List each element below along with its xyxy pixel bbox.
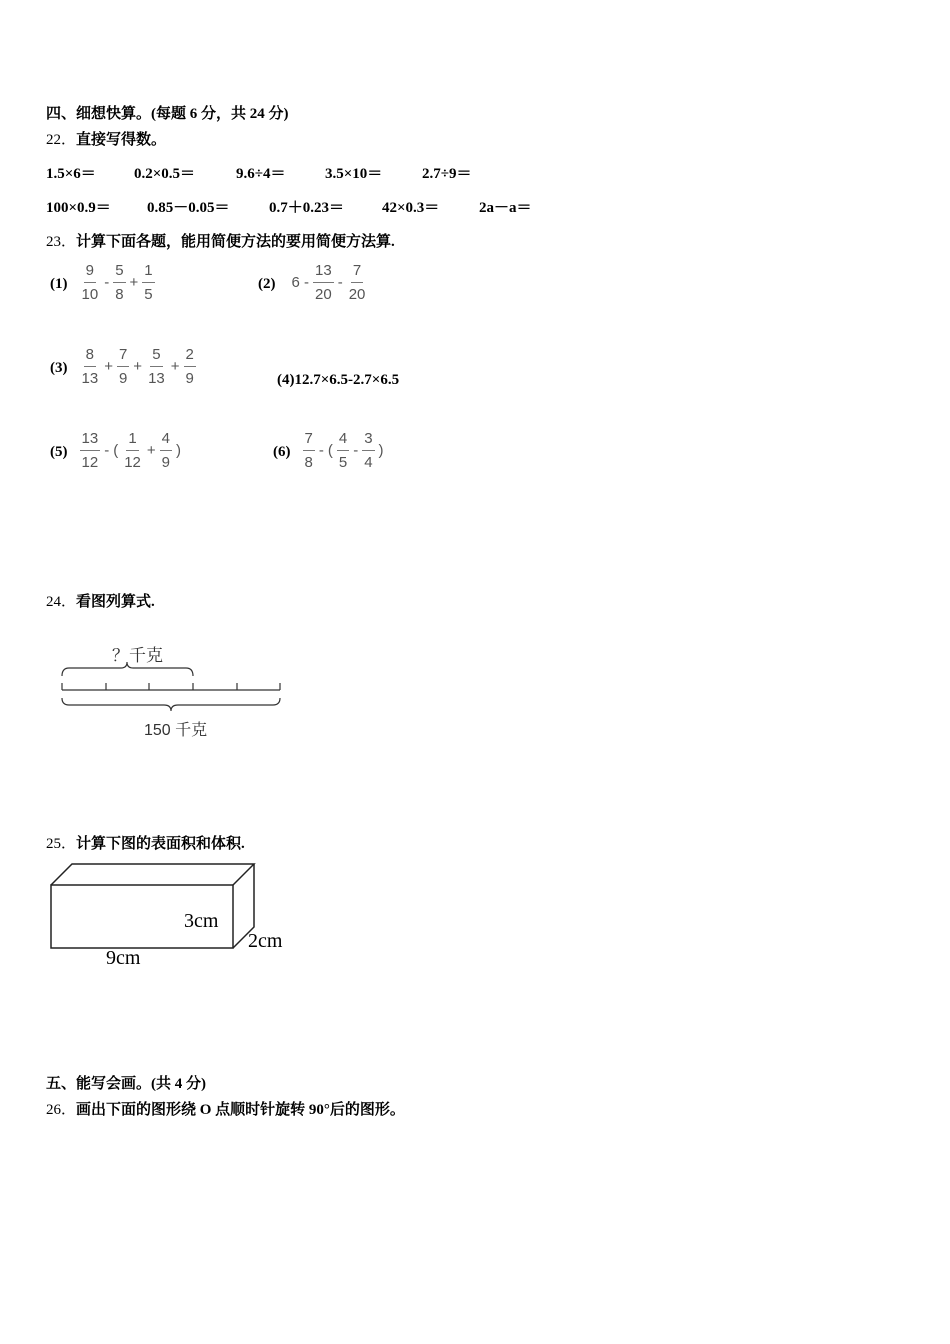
problem-2 — [258, 262, 369, 303]
question-text: 计算下图的表面积和体积. — [76, 836, 245, 852]
question-text: 画出下面的图形绕 O 点顺时针旋转 90°后的图形。 — [76, 1102, 405, 1118]
operator: - — [104, 442, 110, 459]
fraction: $\frac{1}{5}$ — [144, 262, 153, 303]
calc-item: 2.7÷9＝ — [422, 166, 472, 182]
problem-5 — [50, 430, 183, 471]
paren: ( — [327, 442, 333, 459]
question-text: 看图列算式. — [76, 594, 155, 610]
fraction: $\frac{3}{4}$ — [364, 430, 373, 471]
width-label: 2cm — [248, 930, 283, 952]
calc-item: 1.5×6＝ — [46, 166, 96, 182]
calc-item: 3.5×10＝ — [325, 166, 383, 182]
fraction: $\frac{2}{9}$ — [185, 346, 194, 387]
question-text: 计算下面各题，能用简便方法的要用简便方法算. — [76, 234, 395, 250]
calc-item: 0.2×0.5＝ — [134, 166, 196, 182]
question-text: 直接写得数。 — [76, 132, 167, 148]
calc-item: 42×0.3＝ — [382, 200, 440, 216]
question-number: 22． — [46, 132, 77, 148]
top-face — [51, 864, 254, 885]
problem-label: (5) — [50, 444, 68, 460]
question-number: 25． — [46, 836, 77, 852]
problem-1 — [50, 262, 157, 303]
question-number: 26． — [46, 1102, 77, 1118]
problem-label: (1) — [50, 276, 68, 292]
question-number: 24． — [46, 594, 77, 610]
problem-label: (3) — [50, 360, 68, 376]
operator: - — [337, 274, 343, 291]
operator: + — [104, 358, 113, 375]
paren: ) — [378, 442, 384, 459]
problem-6 — [273, 430, 386, 471]
expression: 12.7×6.5-2.7×6.5 — [294, 372, 400, 388]
fraction: $\frac{5}{13}$ — [148, 346, 165, 387]
question-22 — [46, 128, 166, 149]
question-25 — [46, 832, 245, 853]
fraction: $\frac{5}{8}$ — [115, 262, 124, 303]
calc-item: 0.85－0.05＝ — [147, 200, 230, 216]
fraction: $\frac{4}{5}$ — [338, 430, 348, 471]
problem-label: (6) — [273, 444, 291, 460]
question-number: 23． — [46, 234, 77, 250]
cuboid-figure — [45, 858, 265, 954]
length-label: 9cm — [106, 947, 141, 969]
fraction: $\frac{9}{10}$ — [81, 262, 99, 303]
segment-diagram — [55, 660, 290, 716]
problem-3 — [50, 346, 198, 387]
operator: + — [170, 358, 180, 375]
paren: ) — [175, 442, 181, 459]
height-label: 3cm — [184, 910, 219, 932]
section-5-title: 五、能写会画。(共 4 分) — [46, 1076, 206, 1092]
whole-number: 6 - — [291, 274, 310, 291]
paren: ( — [113, 442, 119, 459]
operator: - — [104, 274, 110, 291]
fraction: $\frac{13}{20}$ — [315, 262, 332, 303]
problem-label: (2) — [258, 276, 276, 292]
operator: + — [129, 274, 139, 291]
calc-item: 100×0.9＝ — [46, 200, 111, 216]
question-26 — [46, 1098, 405, 1119]
calc-item: 2a－a＝ — [479, 200, 532, 216]
fraction: $\frac{13}{12}$ — [81, 430, 99, 471]
fraction: $\frac{7}{9}$ — [118, 346, 128, 387]
diagram-bottom-label: 150 千克 — [144, 722, 208, 739]
operator: + — [146, 442, 156, 459]
fraction: $\frac{8}{13}$ — [81, 346, 99, 387]
top-brace — [62, 662, 193, 676]
fraction: $\frac{7}{20}$ — [348, 262, 366, 303]
bottom-brace — [62, 698, 280, 711]
operator: - — [318, 442, 324, 459]
diagram-top-label: ？千克 — [112, 646, 163, 665]
question-23 — [46, 230, 395, 251]
fraction: $\frac{4}{9}$ — [161, 430, 170, 471]
problem-4 — [277, 372, 399, 389]
operator: + — [133, 358, 143, 375]
operator: - — [353, 442, 359, 459]
problem-label: (4) — [277, 372, 295, 388]
fraction: $\frac{1}{12}$ — [124, 430, 141, 471]
section-4-title: 四、细想快算。(每题 6 分，共 24 分) — [46, 106, 289, 122]
question-24 — [46, 590, 155, 611]
calc-item: 9.6÷4＝ — [236, 166, 286, 182]
fraction: $\frac{7}{8}$ — [304, 430, 313, 471]
calc-item: 0.7＋0.23＝ — [269, 200, 345, 216]
